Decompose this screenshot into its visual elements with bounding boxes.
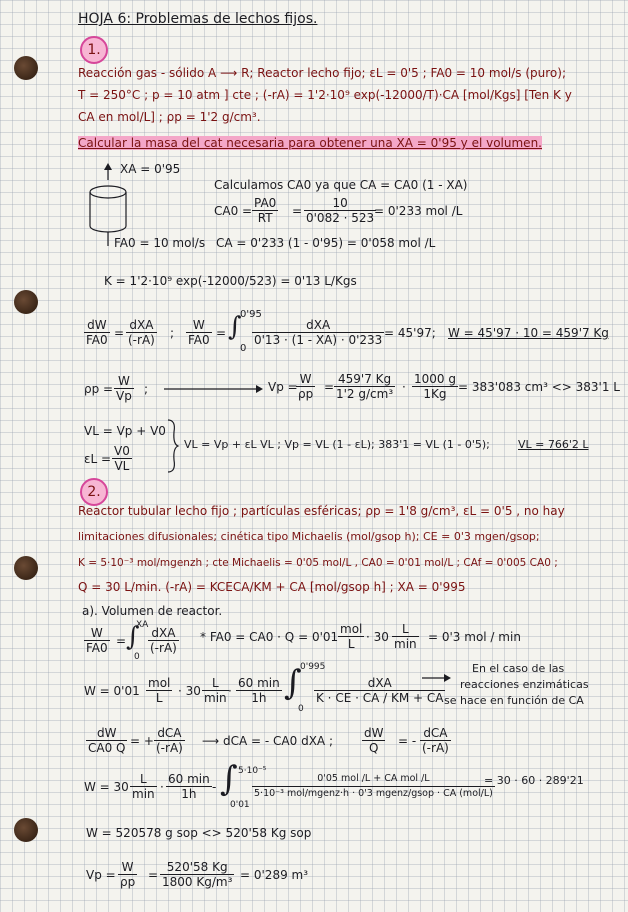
w2-fraction-1: L min: [132, 772, 155, 801]
rho-lhs: ρp =: [84, 382, 114, 396]
w2-result: = 30 · 60 · 289'21: [484, 774, 584, 787]
problem-number-1: 1.: [80, 36, 108, 64]
semicolon: ;: [170, 326, 175, 340]
design-result-b: W = 45'97 · 10 = 459'7 Kg: [448, 326, 609, 340]
integral-upper: 0'995: [300, 662, 326, 672]
equals-minus: = -: [398, 734, 417, 748]
vl-result-b: VL = 766'2 L: [518, 438, 589, 451]
outlet-arrowhead: [104, 163, 112, 170]
brace: [166, 418, 180, 474]
problem1-statement-line-1: Reacción gas - sólido A ⟶ R; Reactor lecho fijo; εL = 0'5 ; FA0 = 10 mol/s (puro);: [78, 66, 566, 80]
w-fraction-2: L min: [204, 676, 227, 705]
k-line: K = 1'2·10⁹ exp(-12000/523) = 0'13 L/Kgs: [104, 274, 357, 288]
w-fa0-fraction: $\frac{W}{FA0}$: [86, 626, 108, 655]
vp-lhs: Vp =: [268, 380, 298, 394]
dw-fraction-4: dCA (-rA): [422, 726, 449, 755]
times-sign: ·: [402, 380, 406, 394]
design-result-a: = 45'97;: [384, 326, 436, 340]
w-fa0-fraction-2: dXA (-rA): [150, 626, 177, 655]
problem1-statement-line-3: CA en mol/L] ; ρp = 1'2 g/cm³.: [78, 110, 261, 124]
binder-hole: [14, 556, 38, 580]
fa0-mid: · 30: [366, 630, 389, 644]
w2-fraction-2: 60 min 1h: [168, 772, 210, 801]
problem1-task: Calcular la masa del cat necesaria para obtener una XA = 0'95 y el volumen.: [78, 136, 542, 150]
binder-hole: [14, 818, 38, 842]
note-line-1: En el caso de las: [472, 662, 565, 675]
fa0-fraction-2: L min: [394, 622, 417, 651]
outlet-label: XA = 0'95: [120, 162, 181, 176]
problem2-statement-line-1: Reactor tubular lecho fijo ; partículas esféricas; ρp = 1'8 g/cm³, εL = 0'5 , no hay: [78, 504, 565, 518]
w-fraction-3: 60 min 1h: [238, 676, 280, 705]
vl-result-a: VL = Vp + εL VL ; Vp = VL (1 - εL); 383'1 = VL (1 - 0'5);: [184, 438, 490, 451]
fa0-result: = 0'3 mol / min: [428, 630, 521, 644]
page-title: HOJA 6: Problemas de lechos fijos.: [78, 11, 318, 27]
times-sign: ·: [160, 780, 164, 794]
ca0-fraction-2: $\frac{10}{0'082 \cdot 523}$: [306, 196, 375, 225]
ca0-result: = 0'233 mol /L: [374, 204, 463, 218]
fa0-line: * FA0 = CA0 · Q = 0'01: [200, 630, 339, 644]
ca0-lhs: CA0 =: [214, 204, 253, 218]
vp2-fraction-1: $\frac{W}{\rho p}$: [120, 860, 136, 889]
el-fraction: $\frac{V0}{VL}$: [114, 444, 130, 473]
integral-upper: 5·10⁻⁵: [238, 766, 267, 776]
integral-upper: XA: [136, 620, 149, 630]
times-sign: ·: [228, 684, 232, 698]
w-mid-1: · 30: [178, 684, 201, 698]
vp2-fraction-2: $\frac{520'58 Kg}{\text{1800 Kg/m³}}$: [162, 860, 233, 889]
w-fraction-4: dXA K · CE · CA / KM + CA: [316, 676, 444, 705]
note-line-2: reacciones enzimáticas: [460, 678, 589, 691]
semicolon: ;: [144, 382, 149, 396]
integral-lower: 0: [134, 652, 140, 662]
equals-sign: =: [114, 326, 125, 340]
problem-number-2: 2.: [80, 478, 108, 506]
integral-sign: ∫: [126, 622, 140, 652]
integral-sign: ∫: [228, 312, 242, 342]
binder-hole: [14, 290, 38, 314]
fa0-fraction-1: mol L: [340, 622, 363, 651]
ca0-fraction-1: $\frac{PA0}{RT}$: [254, 196, 277, 225]
problem2-statement-line-2: limitaciones difusionales; cinética tipo Michaelis (mol/gsop h); CE = 0'3 mgen/gsop;: [78, 530, 540, 543]
design-fraction-2: dXA (-rA): [128, 318, 155, 347]
w-lhs: W = 0'01: [84, 684, 140, 698]
equals-plus: = +: [130, 734, 154, 748]
ca-line: CA = 0'233 (1 - 0'95) = 0'058 mol /L: [216, 236, 436, 250]
equals-sign: =: [148, 868, 159, 882]
integral-sign: ∫: [284, 663, 302, 703]
equals-sign: =: [324, 380, 335, 394]
rho-fraction: $\frac{W}{Vp}$: [116, 374, 132, 403]
minus-sign: -: [212, 780, 217, 794]
reactor-bottom: [90, 226, 126, 232]
vl-line: VL = Vp + V0: [84, 424, 166, 438]
problem1-statement-line-2: T = 250°C ; p = 10 atm ] cte ; (-rA) = 1'2·10⁹ exp(-12000/T)·CA [mol/Kgs] [Ten K y: [78, 88, 572, 102]
integral-sign: ∫: [220, 759, 238, 799]
w-fraction-1: mol L: [148, 676, 171, 705]
binder-hole: [14, 56, 38, 80]
integral-upper: 0'95: [240, 309, 262, 320]
vp-fraction-3: $\frac{1000 g}{1Kg}$: [414, 372, 456, 401]
integral-lower: 0'01: [230, 800, 250, 810]
equals-sign: =: [116, 634, 127, 648]
dw-fraction-3: $\frac{dW}{Q}$: [364, 726, 384, 755]
w2-lhs: W = 30: [84, 780, 129, 794]
part-a-title: a). Volumen de reactor.: [82, 604, 223, 618]
inlet-label: FA0 = 10 mol/s: [114, 236, 206, 250]
w2-fraction-3: 0'05 mol /L + CA mol /L 5·10⁻³ mol/mgenz·h · 0'3 mgenz/gsop · CA (mol/L): [254, 773, 493, 799]
integral-lower: 0: [240, 343, 247, 354]
dca-line: ⟶ dCA = - CA0 dXA ;: [202, 734, 333, 748]
equals-sign: =: [216, 326, 227, 340]
design-fraction-1: $\frac{dW}{FA0}$: [86, 318, 108, 347]
design-fraction-4: dXA 0'13 · (1 - XA) · 0'233: [254, 318, 383, 347]
vp2-result: = 0'289 m³: [240, 868, 309, 882]
el-lhs: εL =: [84, 452, 112, 466]
reactor-top: [90, 186, 126, 198]
note-arrow: [422, 672, 452, 684]
calc-intro: Calculamos CA0 ya que CA = CA0 (1 - XA): [214, 178, 468, 192]
problem2-statement-line-3: K = 5·10⁻³ mol/mgenzh ; cte Michaelis = 0'05 mol/L , CA0 = 0'01 mol/L ; CAf = 0'005 CA0 ;: [78, 557, 558, 569]
note-line-3: se hace en función de CA: [444, 694, 584, 707]
vp-result: = 383'083 cm³ <> 383'1 L: [458, 380, 620, 394]
design-fraction-3: $\frac{W}{FA0}$: [188, 318, 210, 347]
vp-fraction-1: $\frac{W}{\rho p}$: [298, 372, 314, 401]
vp-fraction-2: $\frac{459'7 Kg}{\text{1'2 g/cm³}}$: [336, 372, 394, 401]
w-final: W = 520578 g sop <> 520'58 Kg sop: [86, 826, 312, 840]
problem2-statement-line-4: Q = 30 L/min. (-rA) = KCECA/KM + CA [mol/gsop h] ; XA = 0'995: [78, 580, 466, 594]
equals-sign: =: [292, 204, 303, 218]
vp2-lhs: Vp =: [86, 868, 116, 882]
dw-fraction-2: dCA (-rA): [156, 726, 183, 755]
dw-fraction: $\frac{dW}{CA0 Q}$: [88, 726, 126, 755]
integral-lower: 0: [298, 704, 304, 714]
implies-arrow: [164, 382, 264, 396]
